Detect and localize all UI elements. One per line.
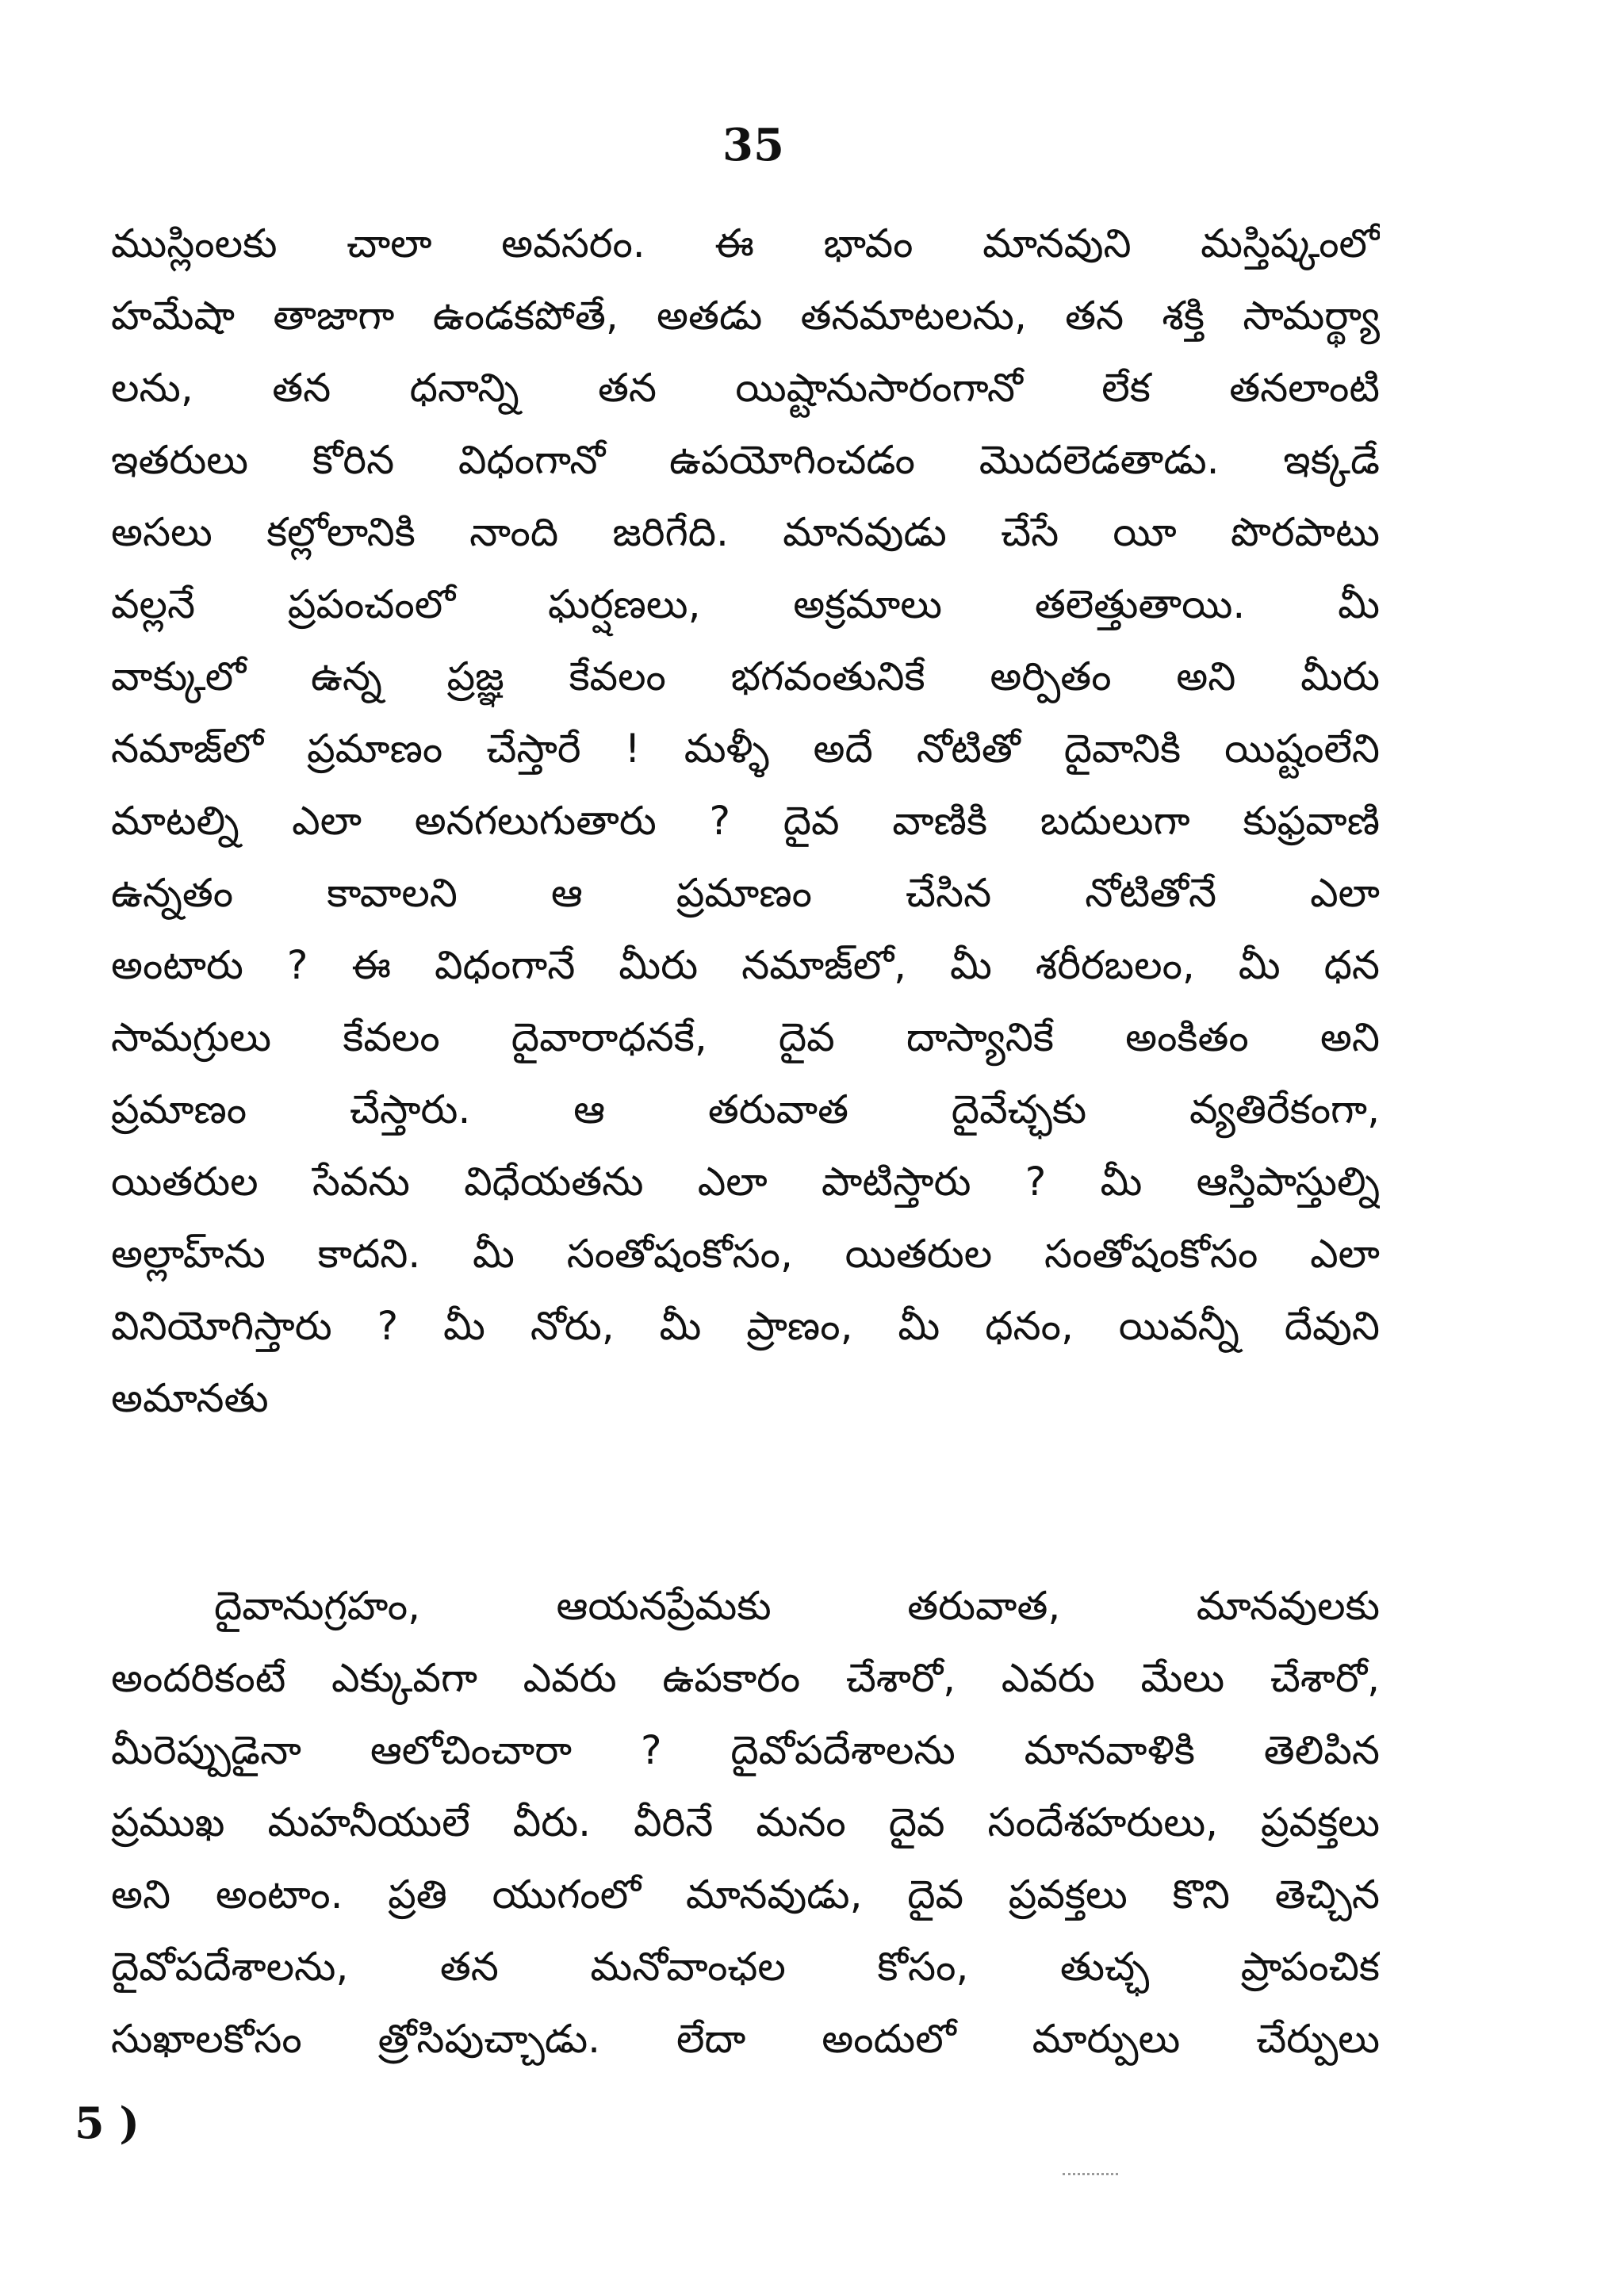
text-line: అంటారు ? ఈ విధంగానే మీరు నమాజ్‌లో, మీ శరీరబలం, మీ ధన [111,942,1380,988]
text-line: మీరెప్పుడైనా ఆలోచించారా ? దైవోపదేశాలను మానవాళికి తెలిపిన [111,1727,1380,1773]
text-line: సుఖాలకోసం త్రోసిపుచ్చాడు. లేదా అందులో మార్పులు చేర్పులు [111,2016,1380,2062]
text-line: ముస్లింలకు చాలా అవసరం. ఈ భావం మానవుని మస్తిష్కంలో [111,220,1380,266]
text-line: ప్రమాణం చేస్తారు. ఆ తరువాత దైవేచ్ఛకు వ్యతిరేకంగా, [111,1086,1380,1132]
text-line: వినియోగిస్తారు ? మీ నోరు, మీ ప్రాణం, మీ ధనం, యివన్నీ దేవుని [111,1303,1380,1349]
text-line: అమానతు [111,1375,269,1421]
text-line: ఇతరులు కోరిన విధంగానో ఉపయోగించడం మొదలెడతాడు. ఇక్కడే [111,437,1380,483]
signature-mark: 5 ) [75,2098,140,2148]
text-line: హమేషా తాజాగా ఉండకపోతే, అతడు తనమాటలను, తన శక్తి సామర్థ్యా [111,293,1380,339]
text-line: నమాజ్‌లో ప్రమాణం చేస్తారే ! మళ్ళీ అదే నోటితో దైవానికి యిష్టంలేని [111,726,1380,772]
text-line: లను, తన ధనాన్ని తన యిష్టానుసారంగానో లేక తనలాంటి [111,365,1380,411]
text-line: ప్రముఖ మహనీయులే వీరు. వీరినే మనం దైవ సందేశహరులు, ప్రవక్తలు [111,1799,1380,1845]
text-line: ఉన్నతం కావాలని ఆ ప్రమాణం చేసిన నోటితోనే ఎలా [111,870,1380,916]
text-line: సామగ్రులు కేవలం దైవారాధనకే, దైవ దాస్యానికే అంకితం అని [111,1014,1380,1060]
paragraph-2 [111,1570,1380,2075]
text-line: అసలు కల్లోలానికి నాంది జరిగేది. మానవుడు చేసే యీ పొరపాటు [111,509,1380,555]
text-line: దైవోపదేశాలను, తన మనోవాంఛల కోసం, తుచ్ఛ ప్రాపంచిక [111,1944,1380,1990]
paragraph-1 [111,208,1380,1435]
text-line: దైవానుగ్రహం, ఆయనప్రేమకు తరువాత, మానవులకు [214,1583,1380,1629]
text-line: అని అంటాం. ప్రతి యుగంలో మానవుడు, దైవ ప్రవక్తలు కొని తెచ్చిన [111,1872,1380,1918]
page-number: 35 [722,119,784,171]
text-line: వాక్కులో ఉన్న ప్రజ్ఞ కేవలం భగవంతునికే అర్పితం అని మీరు [111,653,1380,699]
print-smudge [1063,2173,1118,2178]
text-line: యితరుల సేవను విధేయతను ఎలా పాటిస్తారు ? మీ ఆస్తిపాస్తుల్ని [111,1159,1380,1205]
text-line: మాటల్ని ఎలా అనగలుగుతారు ? దైవ వాణికి బదులుగా కుఫ్రవాణి [111,798,1380,844]
text-line: వల్లనే ప్రపంచంలో ఘర్షణలు, అక్రమాలు తలెత్తుతాయి. మీ [111,581,1380,627]
text-line: అందరికంటే ఎక్కువగా ఎవరు ఉపకారం చేశారో, ఎవరు మేలు చేశారో, [111,1655,1380,1701]
text-line: అల్లాహ్‌ను కాదని. మీ సంతోషంకోసం, యితరుల సంతోషంకోసం ఎలా [111,1231,1380,1277]
